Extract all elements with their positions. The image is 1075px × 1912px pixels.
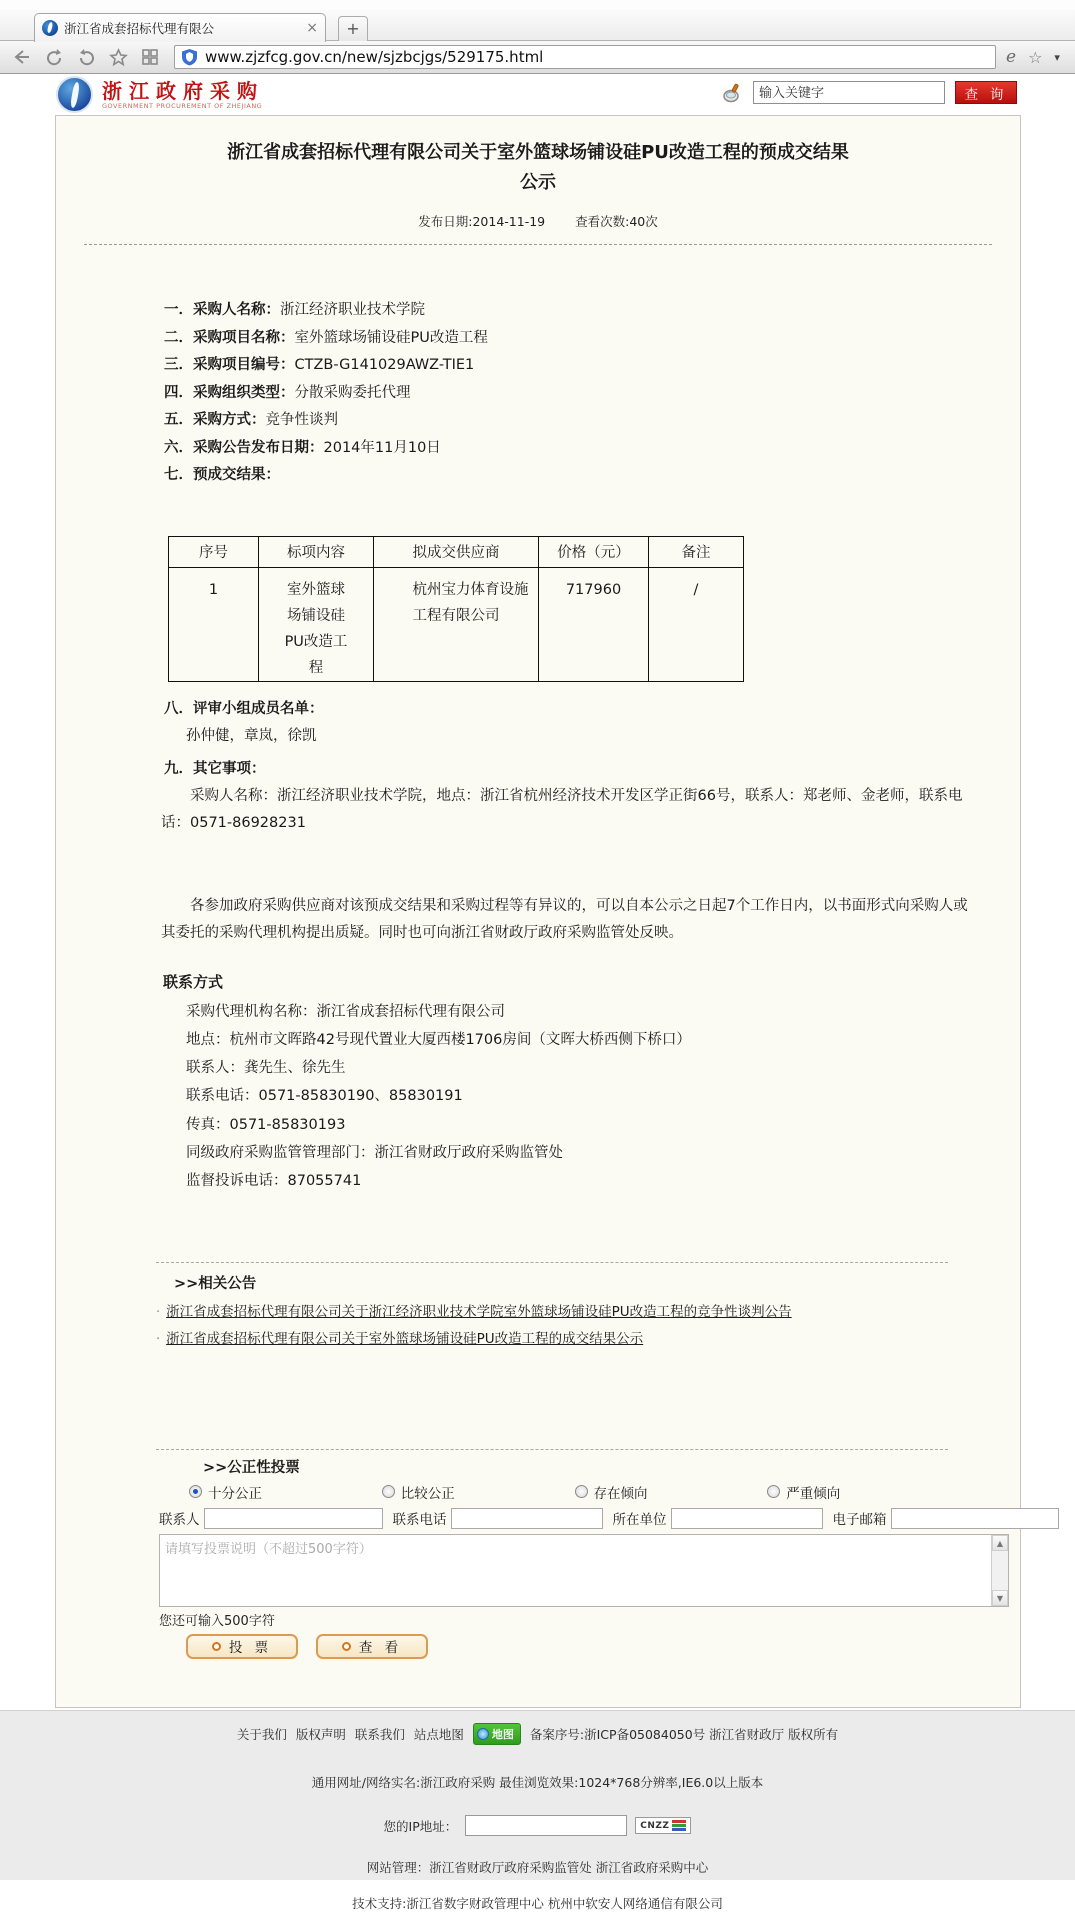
radio-serious-bias[interactable]: 严重倾向 [767,1482,960,1502]
related-links [156,1299,980,1353]
contact-complaint-phone: 监督投诉电话：87055741 [186,1173,362,1190]
footer-link-copyright[interactable]: 版权声明 [295,1727,346,1742]
list-item [156,1299,980,1326]
reload-icon[interactable] [41,45,67,69]
cell-supplier: 杭州宝力体育设施工程有限公司 [374,567,539,681]
work-unit-label: 所在单位 [612,1512,667,1529]
view-button-dot-icon [342,1642,351,1651]
table-row [169,567,744,681]
header-search [721,81,1017,104]
scroll-up-icon[interactable]: ▲ [992,1535,1008,1551]
vote-options [189,1482,960,1502]
tab-close-icon[interactable]: × [306,20,318,36]
chars-remaining: 您还可输入500字符 [159,1613,275,1629]
item-org-type: 四．采购组织类型：分散采购委托代理 [164,384,411,401]
map-badge[interactable]: 地图 [473,1723,521,1745]
work-unit-input[interactable] [671,1508,823,1529]
tab-bar [0,10,1075,41]
objection-paragraph: 各参加政府采购供应商对该预成交结果和采购过程等有异议的，可以自本公示之日起7个工作日内，以书面形式向采购人或其委托的采购代理机构提出质疑。同时也可向浙江省财政厅政府采购监管处反映。 [161,897,968,941]
item-announce-date: 六．采购公告发布日期：2014年11月10日 [164,439,441,456]
contact-regulator: 同级政府采购监管管理部门：浙江省财政厅政府采购监管处 [186,1144,563,1161]
item-method: 五．采购方式：竞争性谈判 [164,412,338,428]
vote-fields [159,1508,958,1529]
address-bar[interactable] [174,45,996,69]
site-logo-title: 浙江政府采购 [102,79,264,103]
footer-ip-row [0,1815,1075,1836]
related-heading: >>相关公告 [174,1275,257,1292]
article-meta [56,212,1020,230]
item-project-number: 三．采购项目编号：CTZB-G141029AWZ-TIE1 [164,357,475,373]
publish-date: 发布日期:2014-11-19 [418,214,546,229]
bookmark-star-icon[interactable] [105,45,131,69]
article-items [164,297,980,490]
new-tab-button[interactable]: + [338,16,368,41]
footer-link-contact[interactable]: 联系我们 [354,1727,405,1742]
vote-heading: >>公正性投票 [203,1459,300,1476]
article-panel [55,115,1021,1708]
textarea-scrollbar[interactable] [991,1535,1008,1606]
site-header [0,74,1075,115]
dashed-divider [84,244,992,245]
contact-lines [186,998,960,1196]
list-item [156,1326,980,1353]
contact-tel-label: 联系电话 [392,1512,447,1529]
th-seq: 序号 [169,536,259,567]
window-top-strip [0,0,1075,10]
back-icon[interactable] [9,45,35,69]
th-note: 备注 [649,536,744,567]
related-divider [156,1262,948,1263]
map-icon [477,1728,489,1740]
vote-button[interactable]: 投 票 [186,1634,298,1659]
cell-note: / [649,567,744,681]
footer-link-about[interactable]: 关于我们 [236,1727,287,1742]
radio-selected-icon[interactable] [189,1485,202,1498]
item-result: 七．预成交结果： [164,467,280,483]
radio-very-fair[interactable]: 十分公正 [189,1482,382,1502]
related-link-1[interactable]: 浙江省成套招标代理有限公司关于浙江经济职业技术学院室外篮球场铺设硅PU改造工程的竞争性谈判公告 [166,1303,792,1320]
email-label: 电子邮箱 [832,1512,887,1529]
footer-link-sitemap[interactable]: 站点地图 [413,1727,464,1742]
contact-phone: 联系电话：0571-85830190、85830191 [186,1088,463,1105]
grid-icon[interactable] [137,45,163,69]
footer-support-line: 技术支持:浙江省数字财政管理中心 杭州中软安人网络通信有限公司 [352,1896,723,1911]
th-price: 价格（元） [539,536,649,567]
search-icon [721,82,743,104]
vote-buttons [186,1634,1020,1659]
tab-favicon-icon [42,20,58,36]
vote-comment-area [159,1534,1009,1607]
contact-person: 联系人：龚先生、徐先生 [186,1060,346,1077]
radio-some-bias[interactable]: 存在倾向 [575,1482,768,1502]
cnzz-label: CNZZ [640,1820,670,1831]
browser-tab[interactable] [34,13,326,42]
vote-button-dot-icon [212,1642,221,1651]
vote-divider [156,1449,948,1450]
section9-text: 采购人名称：浙江经济职业技术学院，地点：浙江省杭州经济技术开发区学正街66号，联系人：郑老师、金老师，联系电话：0571-86928231 [161,787,963,831]
view-button[interactable]: 查 看 [316,1634,428,1659]
ip-label: 您的IP地址： [383,1818,458,1834]
ip-input[interactable] [465,1815,627,1836]
article-title-line2: 公示 [520,172,556,193]
undo-icon[interactable] [73,45,99,69]
footer-nav [0,1723,1075,1745]
cnzz-badge[interactable] [635,1817,691,1834]
th-supplier: 拟成交供应商 [374,536,539,567]
contact-agency: 采购代理机构名称：浙江省成套招标代理有限公司 [186,1003,505,1020]
contact-tel-input[interactable] [451,1508,603,1529]
radio-icon[interactable] [575,1485,588,1498]
favorite-star-icon[interactable]: ☆ [1028,47,1043,67]
contact-name-label: 联系人 [159,1512,200,1529]
contact-name-input[interactable] [204,1508,383,1529]
table-header-row [169,536,744,567]
compat-mode-icon[interactable]: e [1006,47,1017,67]
radio-icon[interactable] [767,1485,780,1498]
cell-seq: 1 [169,567,259,681]
article-title-line1: 浙江省成套招标代理有限公司关于室外篮球场铺设硅PU改造工程的预成交结果 [227,142,849,163]
icp-text: 备案序号:浙ICP备05084050号 浙江省财政厅 版权所有 [529,1727,839,1742]
view-count: 查看次数:40次 [575,214,658,229]
footer-line2: 通用网址/网络实名:浙江政府采购 最佳浏览效果:1024*768分辨率,IE6.0以上版本 [311,1775,764,1790]
cnzz-icon [672,1819,686,1832]
item-project-name: 二．采购项目名称：室外篮球场铺设硅PU改造工程 [164,329,488,346]
section8-value: 孙仲健，章岚，徐凯 [186,727,317,744]
url-text: www.zjzfcg.gov.cn/new/sjzbcjgs/529175.html [205,48,544,66]
cell-lot: 室外篮球场铺设硅PU改造工程 [259,567,374,681]
tab-title: 浙江省成套招标代理有限公 [64,21,215,36]
vote-comment-textarea[interactable] [160,1535,990,1606]
site-logo[interactable] [56,76,264,113]
site-logo-icon [56,76,93,113]
site-logo-subtitle: GOVERNMENT PROCUREMENT OF ZHEJIANG [102,102,263,110]
result-table [168,536,744,682]
site-footer [0,1710,1075,1911]
section9-label: 九．其它事项： [164,760,266,777]
footer-admin-line: 网站管理：浙江省财政厅政府采购监管处 浙江省政府采购中心 [366,1860,709,1875]
browser-toolbar [0,41,1075,74]
contact-heading: 联系方式 [163,972,224,991]
th-lot: 标项内容 [259,536,374,567]
contact-address: 地点：杭州市文晖路42号现代置业大厦西楼1706房间（文晖大桥西侧下桥口） [186,1031,691,1048]
radio-fairly-fair[interactable]: 比较公正 [382,1482,575,1502]
toolbar-right-group [1006,47,1060,67]
search-button[interactable]: 查 询 [955,81,1017,104]
radio-icon[interactable] [382,1485,395,1498]
section8-label: 八．评审小组成员名单： [164,700,324,717]
item-purchaser: 一．采购人名称：浙江经济职业技术学院 [164,302,425,318]
url-shield-icon [181,48,198,66]
toolbar-caret-icon[interactable]: ▾ [1054,50,1060,64]
email-input[interactable] [891,1508,1059,1529]
related-link-2[interactable]: 浙江省成套招标代理有限公司关于室外篮球场铺设硅PU改造工程的成交结果公示 [166,1330,644,1347]
search-input[interactable] [753,81,945,104]
scroll-down-icon[interactable]: ▼ [992,1590,1008,1606]
bullet-icon: · [156,1304,161,1320]
bullet-icon: · [156,1331,161,1347]
contact-fax: 传真：0571-85830193 [186,1116,346,1133]
cell-price: 717960 [539,567,649,681]
